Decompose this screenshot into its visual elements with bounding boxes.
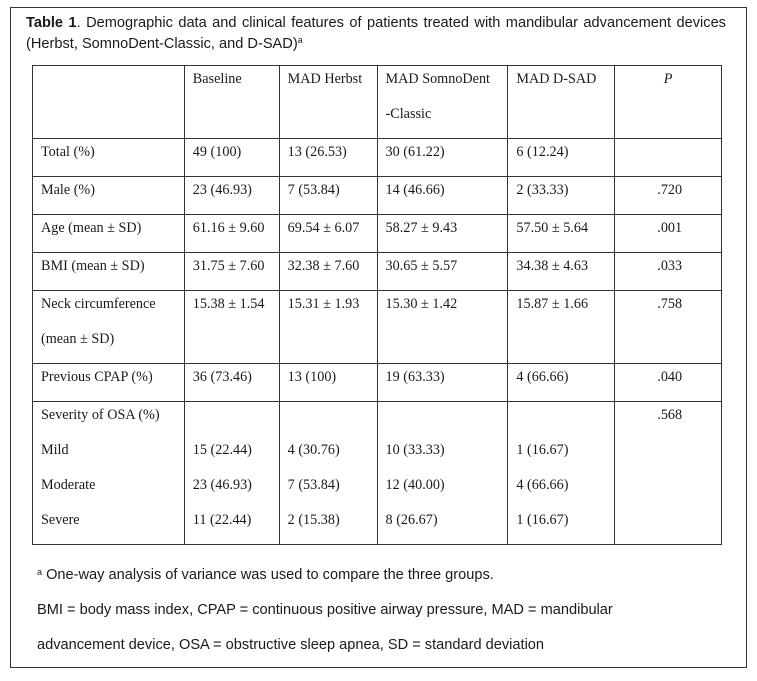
table-caption-label: Table 1: [26, 15, 77, 31]
cell-baseline: 15.38 ± 1.54: [184, 291, 279, 364]
table-row-severity: [33, 402, 722, 545]
cell-baseline: 23 (46.93): [184, 177, 279, 215]
table-row: [33, 177, 722, 215]
cell-somnodent: 19 (63.33): [377, 364, 508, 402]
cell-herbst: 69.54 ± 6.07: [279, 215, 377, 253]
footnote-abbreviations-line2: advancement device, OSA = obstructive sleep apnea, SD = standard deviation: [37, 637, 545, 653]
footnote-abbreviations-line1: BMI = body mass index, CPAP = continuous positive airway pressure, MAD = mandibular: [37, 602, 613, 618]
cell-herbst: 32.38 ± 7.60: [279, 253, 377, 291]
cell-p-value: .033: [615, 253, 722, 291]
cell-baseline: 49 (100): [184, 139, 279, 177]
severity-label-moderate: Moderate: [41, 477, 96, 493]
cell-somnodent: 30.65 ± 5.57: [377, 253, 508, 291]
demographics-table: [32, 65, 722, 545]
cell-dsad: 1 (16.67) 4 (66.66) 1 (16.67): [508, 402, 615, 545]
cell-somnodent: 58.27 ± 9.43: [377, 215, 508, 253]
table-caption-superscript: a: [297, 35, 303, 45]
cell-herbst: 4 (30.76) 7 (53.84) 2 (15.38): [279, 402, 377, 545]
cell-herbst: 13 (100): [279, 364, 377, 402]
footnote-marker: a: [37, 567, 43, 577]
header-row-label: [33, 66, 185, 139]
cell-somnodent: 14 (46.66): [377, 177, 508, 215]
header-mad-herbst: MAD Herbst: [279, 66, 377, 139]
row-label: Previous CPAP (%): [33, 364, 185, 402]
cell-herbst: 13 (26.53): [279, 139, 377, 177]
cell-somnodent: 15.30 ± 1.42: [377, 291, 508, 364]
cell-baseline: 61.16 ± 9.60: [184, 215, 279, 253]
table-row: [33, 253, 722, 291]
footnote-anova: $^a$ One-way analysis of variance was used to compare the three groups.: [37, 567, 494, 583]
table-caption: [26, 13, 726, 55]
cell-dsad: 57.50 ± 5.64: [508, 215, 615, 253]
header-p-value: P: [615, 66, 722, 139]
row-label-severity: Severity of OSA (%) Mild Moderate Severe: [33, 402, 185, 545]
table-caption-text: . Demographic data and clinical features of patients treated with mandibular advancement devices (Herbst, SomnoDent-Classic, and D-SAD): [26, 15, 726, 52]
cell-p-value: .568: [615, 402, 722, 545]
row-label: Total (%): [33, 139, 185, 177]
cell-dsad: 2 (33.33): [508, 177, 615, 215]
header-mad-somnodent: MAD SomnoDent -Classic: [377, 66, 508, 139]
severity-label-severe: Severe: [41, 512, 80, 528]
cell-p-value: .720: [615, 177, 722, 215]
table-header-row: [33, 66, 722, 139]
row-label: BMI (mean ± SD): [33, 253, 185, 291]
cell-dsad: 4 (66.66): [508, 364, 615, 402]
row-label: Neck circumference (mean ± SD): [33, 291, 185, 364]
cell-p-value: [615, 139, 722, 177]
cell-somnodent: 30 (61.22): [377, 139, 508, 177]
cell-herbst: 15.31 ± 1.93: [279, 291, 377, 364]
row-label: Male (%): [33, 177, 185, 215]
cell-dsad: 34.38 ± 4.63: [508, 253, 615, 291]
cell-p-value: .040: [615, 364, 722, 402]
cell-dsad: 6 (12.24): [508, 139, 615, 177]
cell-baseline: 31.75 ± 7.60: [184, 253, 279, 291]
cell-p-value: .001: [615, 215, 722, 253]
header-mad-dsad: MAD D-SAD: [508, 66, 615, 139]
cell-p-value: .758: [615, 291, 722, 364]
header-baseline: Baseline: [184, 66, 279, 139]
severity-label-mild: Mild: [41, 442, 69, 458]
table-row: [33, 291, 722, 364]
table-row: [33, 139, 722, 177]
table-row: [33, 215, 722, 253]
table-row: [33, 364, 722, 402]
cell-baseline: 36 (73.46): [184, 364, 279, 402]
row-label: Age (mean ± SD): [33, 215, 185, 253]
cell-herbst: 7 (53.84): [279, 177, 377, 215]
cell-baseline: 15 (22.44) 23 (46.93) 11 (22.44): [184, 402, 279, 545]
cell-dsad: 15.87 ± 1.66: [508, 291, 615, 364]
cell-somnodent: 10 (33.33) 12 (40.00) 8 (26.67): [377, 402, 508, 545]
